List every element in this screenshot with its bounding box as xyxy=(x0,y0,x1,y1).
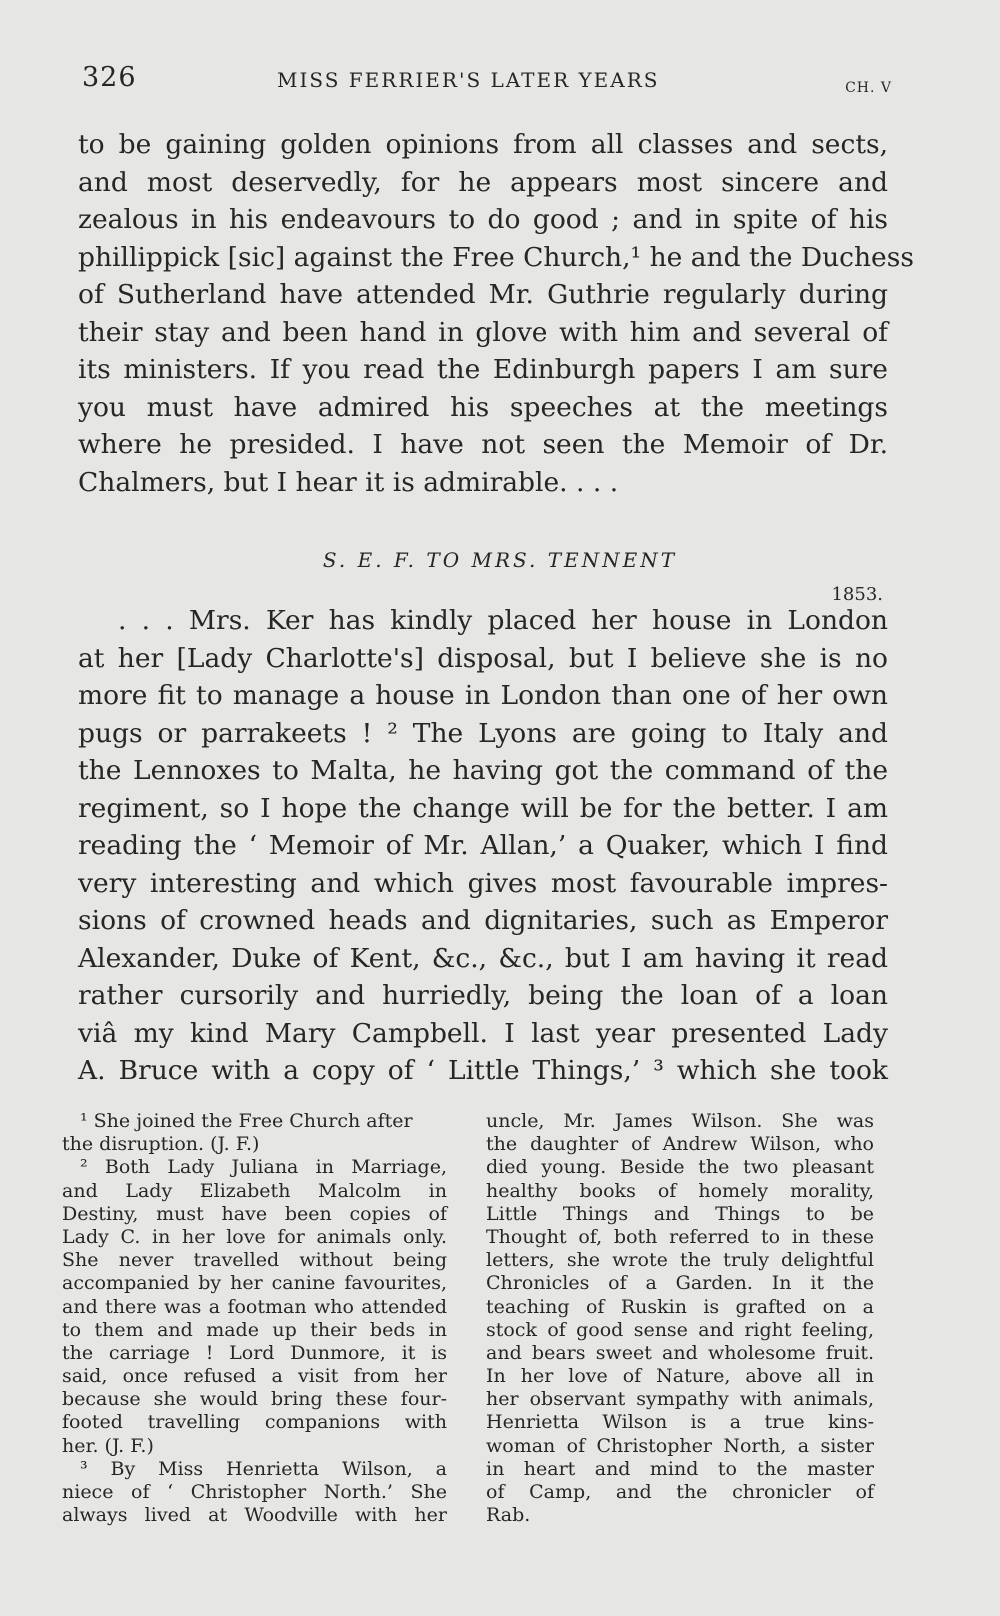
footnote-line: said, once refused a visit from her xyxy=(62,1365,447,1388)
footnote-line: Thought of, both referred to in these xyxy=(486,1225,874,1248)
footnote-line: Destiny, must have been copies of xyxy=(62,1202,447,1225)
text-line: pugs or parrakeets ! ² The Lyons are going to Italy and xyxy=(78,717,888,749)
footnote-line: the carriage ! Lord Dunmore, it is xyxy=(62,1341,447,1364)
footnote-line: and Lady Elizabeth Malcolm in xyxy=(62,1179,447,1202)
running-title: MISS FERRIER'S LATER YEARS xyxy=(277,68,660,92)
text-line: where he presided. I have not seen the Memoir of Dr. xyxy=(78,429,888,460)
footnotes-right-column xyxy=(486,1110,874,1527)
footnote-line: accompanied by her canine favourites, xyxy=(62,1272,447,1295)
text-line: its ministers. If you read the Edinburgh papers I am sure xyxy=(78,354,888,385)
footnote-line: and there was a footman who attended xyxy=(62,1295,447,1318)
footnote-line: woman of Christopher North, a sister xyxy=(486,1434,874,1457)
text-line: viâ my kind Mary Campbell. I last year presented Lady xyxy=(78,1017,888,1049)
footnote-line: stock of good sense and right feeling, xyxy=(486,1318,874,1341)
footnote-line: In her love of Nature, above all in xyxy=(486,1365,874,1388)
text-line: . . . Mrs. Ker has kindly placed her house in London xyxy=(118,605,888,636)
text-line: A. Bruce with a copy of ‘ Little Things,’ ³ which she took xyxy=(78,1055,888,1086)
footnote-line: and bears sweet and wholesome fruit. xyxy=(486,1341,874,1364)
letter-heading: S. E. F. TO MRS. TENNENT xyxy=(322,548,678,572)
footnote-line: her observant sympathy with animals, xyxy=(486,1388,874,1411)
text-line: their stay and been hand in glove with him and several of xyxy=(78,316,888,348)
footnote-line: footed travelling companions with xyxy=(62,1411,447,1434)
page-header xyxy=(82,62,892,102)
footnote-line: Henrietta Wilson is a true kins- xyxy=(486,1411,874,1434)
footnote-line: Little Things and Things to be xyxy=(486,1202,874,1225)
text-line: at her [Lady Charlotte's] disposal, but I believe she is no xyxy=(78,642,888,674)
page-number: 326 xyxy=(82,62,137,93)
footnote-line: the daughter of Andrew Wilson, who xyxy=(486,1133,874,1156)
footnote-line: niece of ‘ Christopher North.’ She xyxy=(62,1481,447,1503)
footnote-line: died young. Beside the two pleasant xyxy=(486,1156,874,1179)
text-line: Chalmers, but I hear it is admirable. . . . xyxy=(78,466,619,498)
footnote-line: always lived at Woodville with her xyxy=(62,1504,447,1527)
text-line: of Sutherland have attended Mr. Guthrie regularly during xyxy=(78,279,888,310)
footnote-line: because she would bring these four- xyxy=(62,1388,447,1411)
footnote-line: teaching of Ruskin is grafted on a xyxy=(486,1295,874,1318)
footnote-line: She never travelled without being xyxy=(62,1249,447,1272)
body-paragraph-top xyxy=(78,126,914,501)
body-paragraph-letter xyxy=(78,602,888,1090)
footnote-line: Chronicles of a Garden. In it the xyxy=(486,1272,874,1295)
footnote-line: letters, she wrote the truly delightful xyxy=(486,1249,874,1272)
text-line: sions of crowned heads and dignitaries, such as Emperor xyxy=(78,905,888,936)
text-line: very interesting and which gives most favourable impres- xyxy=(78,867,888,899)
text-line: zealous in his endeavours to do good ; and in spite of his xyxy=(78,204,888,235)
text-line: the Lennoxes to Malta, he having got the command of the xyxy=(78,755,888,786)
footnote-line: healthy books of homely morality, xyxy=(486,1179,874,1202)
text-line: and most deservedly, for he appears most sincere and xyxy=(78,166,888,198)
text-line: to be gaining golden opinions from all classes and sects, xyxy=(78,129,888,160)
footnotes-left-column xyxy=(62,1110,447,1527)
text-line: reading the ‘ Memoir of Mr. Allan,’ a Quaker, which I find xyxy=(78,830,888,861)
footnote-line: Rab. xyxy=(486,1504,531,1527)
text-line: Alexander, Duke of Kent, &c., &c., but I am having it read xyxy=(78,942,888,974)
letter-date: 1853. xyxy=(831,584,883,605)
text-line: more fit to manage a house in London than one of her own xyxy=(78,680,888,711)
footnote-line: ³ By Miss Henrietta Wilson, a xyxy=(80,1457,447,1480)
text-line: you must have admired his speeches at the meetings xyxy=(78,391,888,423)
chapter-mark: CH. V xyxy=(845,80,892,96)
footnote-line: uncle, Mr. James Wilson. She was xyxy=(486,1110,874,1132)
footnote-line: ¹ She joined the Free Church after xyxy=(80,1110,413,1132)
footnote-line: to them and made up their beds in xyxy=(62,1318,447,1341)
footnote-line: in heart and mind to the master xyxy=(486,1457,874,1480)
text-line: regiment, so I hope the change will be for the better. I am xyxy=(78,792,888,824)
footnote-line: of Camp, and the chronicler of xyxy=(486,1481,874,1503)
footnote-line: the disruption. (J. F.) xyxy=(62,1133,260,1156)
footnote-line: Lady C. in her love for animals only. xyxy=(62,1225,447,1248)
text-line: rather cursorily and hurriedly, being the loan of a loan xyxy=(78,980,888,1011)
footnote-line: her. (J. F.) xyxy=(62,1434,154,1457)
footnote-line: ² Both Lady Juliana in Marriage, xyxy=(80,1156,447,1179)
text-line: phillippick [sic] against the Free Church,¹ he and the Duchess xyxy=(78,241,914,273)
